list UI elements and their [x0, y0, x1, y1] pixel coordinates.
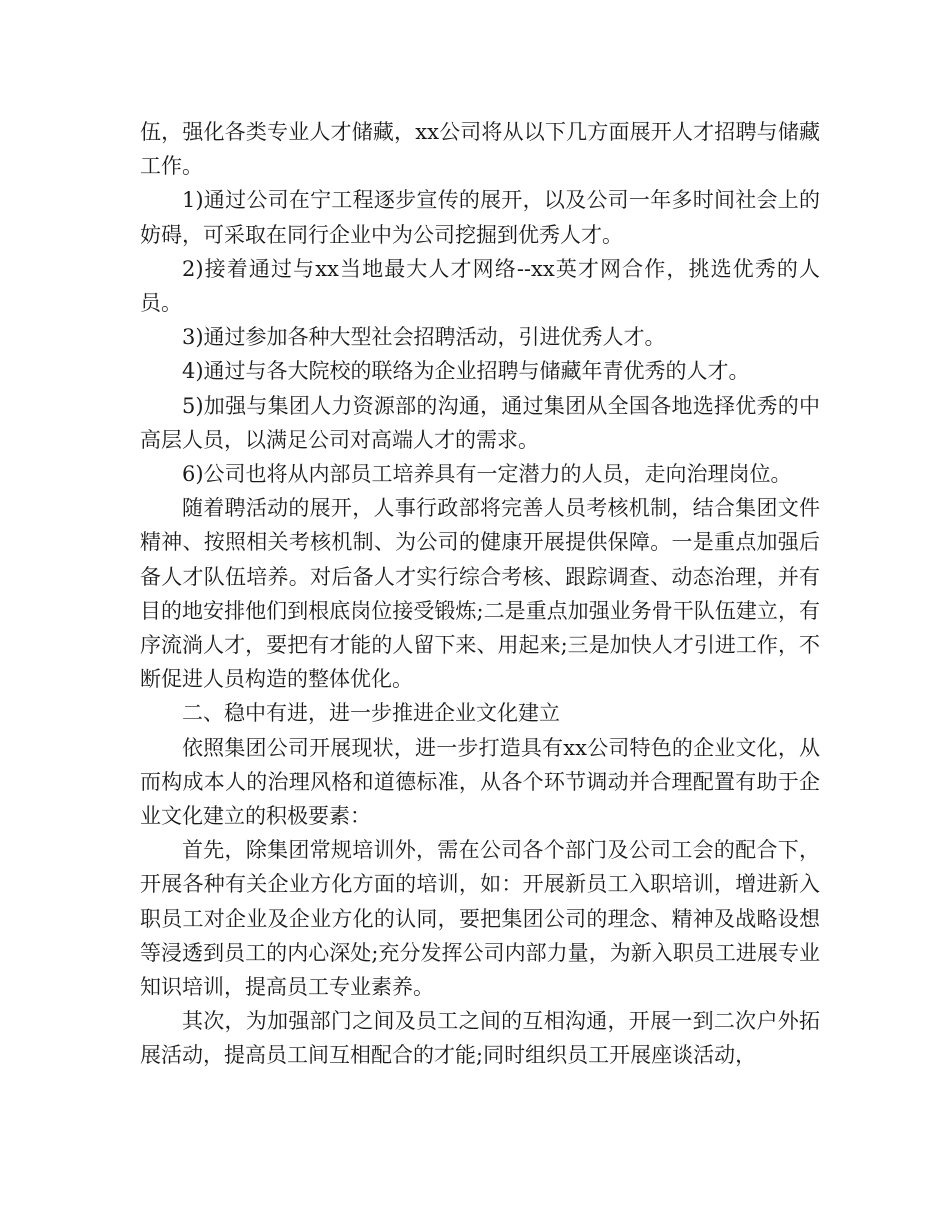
- paragraph-item-6: 6)公司也将从内部员工培养具有一定潜力的人员，走向治理岗位。: [182, 462, 792, 487]
- paragraph-continuation: 伍，强化各类专业人才储藏，xx公司将从以下几方面展开人才招聘与储藏工作。: [140, 120, 820, 179]
- paragraph-activities: 其次，为加强部门之间及员工之间的互相沟通，开展一到二次户外拓展活动，提高员工间互相配合的才能;同时组织员工开展座谈活动，: [140, 1009, 820, 1068]
- document-body: [140, 115, 820, 1073]
- paragraph-item-3: 3)通过参加各种大型社会招聘活动，引进优秀人才。: [182, 325, 666, 350]
- paragraph-culture-intro: 依照集团公司开展现状，进一步打造具有xx公司特色的企业文化，从而构成本人的治理风格和道德标准，从各个环节调动并合理配置有助于企业文化建立的积极要素：: [140, 735, 820, 829]
- paragraph-item-1: 1)通过公司在宁工程逐步宣传的展开，以及公司一年多时间社会上的妨碍，可采取在同行企业中为公司挖掘到优秀人才。: [140, 188, 820, 247]
- section-heading: 二、稳中有进，进一步推进企业文化建立: [182, 701, 560, 726]
- paragraph-item-2: 2)接着通过与xx当地最大人才网络--xx英才网合作，挑选优秀的人员。: [140, 256, 820, 316]
- paragraph-item-4: 4)通过与各大院校的联络为企业招聘与储藏年青优秀的人才。: [182, 359, 750, 384]
- paragraph-training: 首先，除集团常规培训外，需在公司各个部门及公司工会的配合下，开展各种有关企业方化方面的培训，如：开展新员工入职培训，增进新入职员工对企业及企业方化的认同，要把集团公司的理念、精神及战略设想等浸透到员工的内心深处;充分发挥公司内部力量，为新入职员工进展专业知识培训，提高员工专业素养。: [140, 838, 820, 1000]
- paragraph-assessment: 随着聘活动的展开，人事行政部将完善人员考核机制，结合集团文件精神、按照相关考核机制、为公司的健康开展提供保障。一是重点加强后备人才队伍培养。对后备人才实行综合考核、跟踪调查、动态治理，并有目的地安排他们到根底岗位接受锻炼;二是重点加强业务骨干队伍建立，有序流淌人才，要把有才能的人留下来、用起来;三是加快人才引进工作，不断促进人员构造的整体优化。: [140, 496, 820, 692]
- paragraph-item-5: 5)加强与集团人力资源部的沟通，通过集团从全国各地选择优秀的中高层人员，以满足公司对高端人才的需求。: [140, 393, 820, 452]
